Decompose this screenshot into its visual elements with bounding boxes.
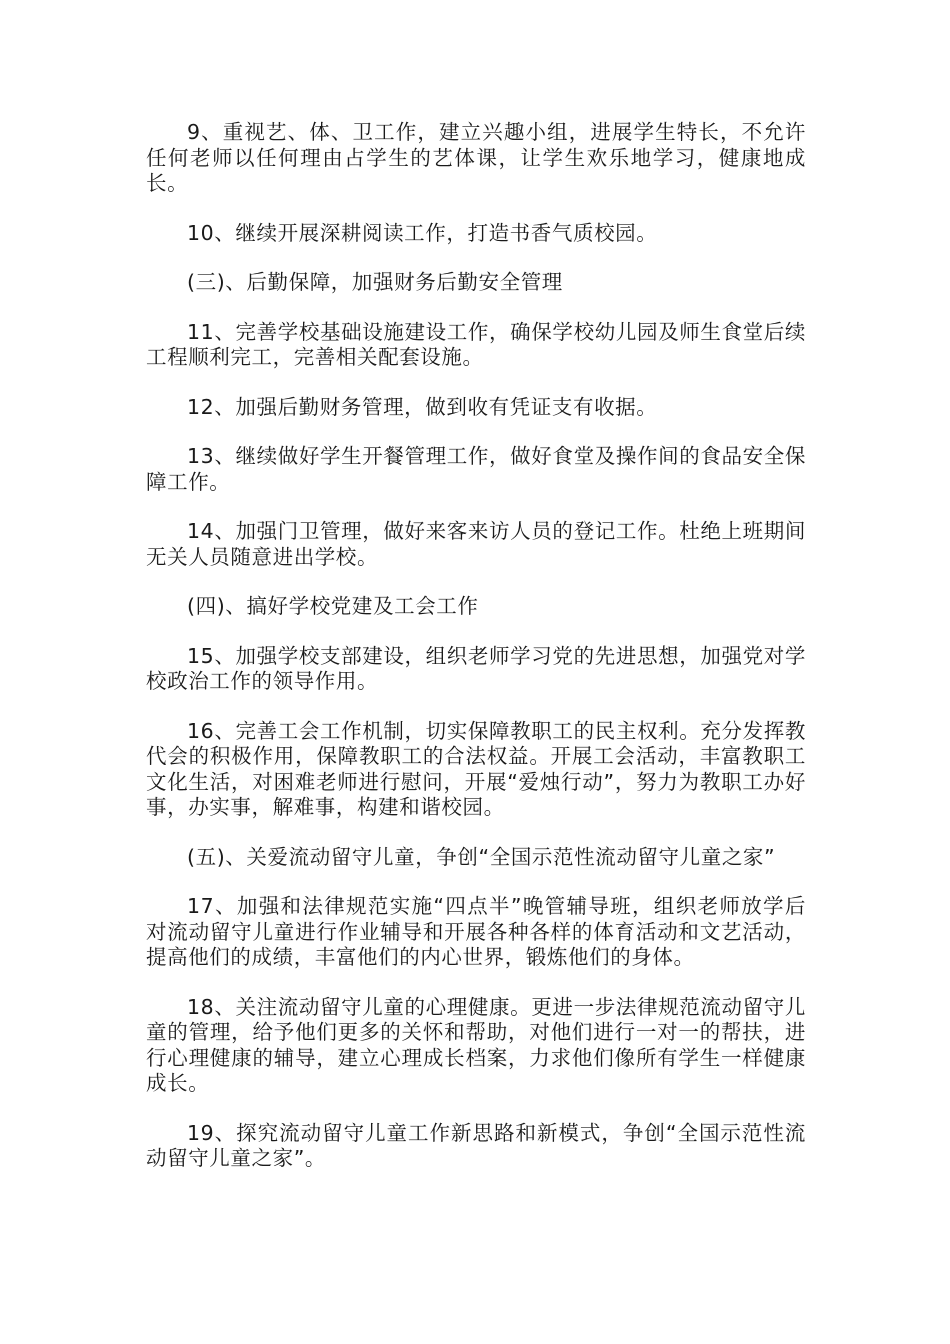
paragraph-9: 9、重视艺、体、卫工作，建立兴趣小组，进展学生特长，不允许任何老师以任何理由占学生的艺体课，让学生欢乐地学习，健康地成长。 (146, 120, 806, 195)
paragraph-19: 19、探究流动留守儿童工作新思路和新模式，争创“全国示范性流动留守儿童之家”。 (146, 1120, 806, 1170)
paragraph-18: 18、关注流动留守儿童的心理健康。更进一步法律规范流动留守儿童的管理，给予他们更多的关怀和帮助，对他们进行一对一的帮扶，进行心理健康的辅导，建立心理成长档案，力求他们像所有学生一样健康成长。 (146, 994, 806, 1095)
paragraph-12: 12、加强后勤财务管理，做到收有凭证支有收据。 (187, 394, 658, 419)
paragraph-11: 11、完善学校基础设施建设工作，确保学校幼儿园及师生食堂后续工程顺利完工，完善相关配套设施。 (146, 319, 806, 369)
paragraph-13: 13、继续做好学生开餐管理工作，做好食堂及操作间的食品安全保障工作。 (146, 444, 806, 494)
paragraph-17: 17、加强和法律规范实施“四点半”晚管辅导班，组织老师放学后对流动留守儿童进行作业辅导和开展各种各样的体育活动和文艺活动，提高他们的成绩，丰富他们的内心世界，锻炼他们的身体。 (146, 894, 806, 969)
paragraph-10: 10、继续开展深耕阅读工作，打造书香气质校园。 (187, 220, 658, 245)
paragraph-15: 15、加强学校支部建设，组织老师学习党的先进思想，加强党对学校政治工作的领导作用。 (146, 643, 806, 693)
paragraph-14: 14、加强门卫管理，做好来客来访人员的登记工作。杜绝上班期间无关人员随意进出学校。 (146, 519, 806, 569)
section-heading-5: (五)、关爱流动留守儿童，争创“全国示范性流动留守儿童之家” (187, 844, 776, 869)
section-heading-3: (三)、后勤保障，加强财务后勤安全管理 (187, 270, 563, 294)
paragraph-16: 16、完善工会工作机制，切实保障教职工的民主权利。充分发挥教代会的积极作用，保障教职工的合法权益。开展工会活动，丰富教职工文化生活，对困难老师进行慰问，开展“爱烛行动”，努力为教职工办好事，办实事，解难事，构建和谐校园。 (146, 718, 806, 819)
document-body (146, 120, 806, 1196)
section-heading-4: (四)、搞好学校党建及工会工作 (187, 594, 479, 618)
